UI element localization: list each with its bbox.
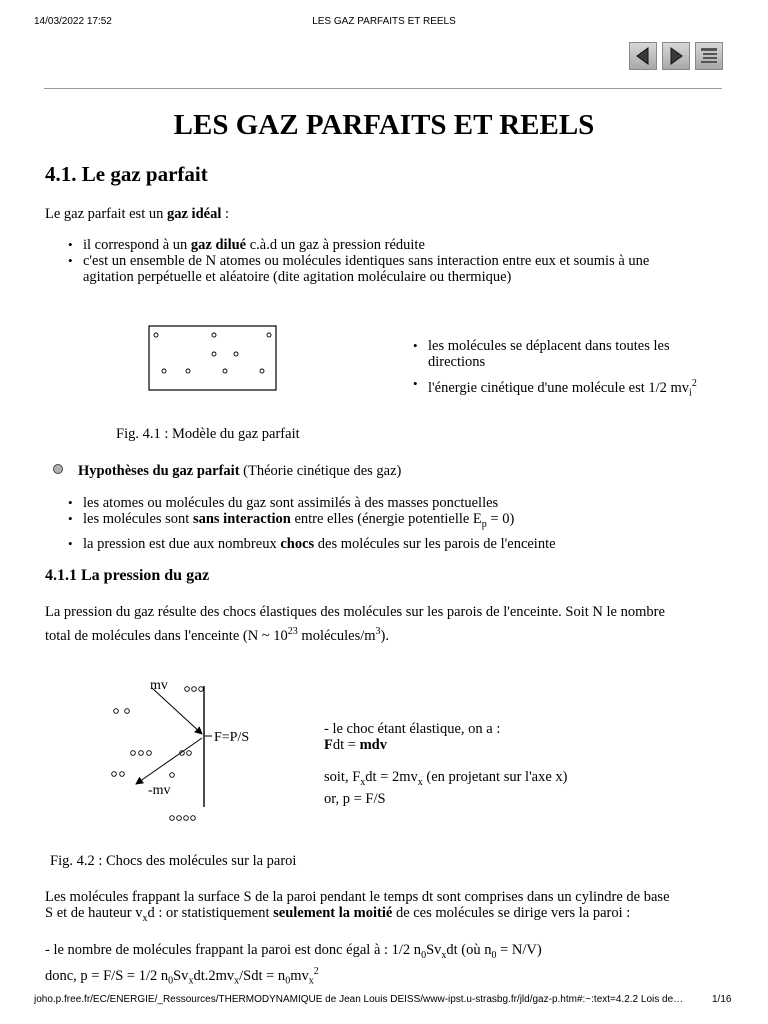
figure-4-1-caption: Fig. 4.1 : Modèle du gaz parfait <box>116 426 300 442</box>
ideal-gas-model-figure <box>148 325 278 392</box>
mv-label: mv <box>150 678 168 693</box>
hypotheses-list <box>83 495 723 552</box>
outgoing-arrow <box>136 738 202 784</box>
gas-definition-list <box>83 237 723 285</box>
molecules <box>112 687 204 821</box>
molecule-collision-figure <box>100 672 280 832</box>
section-heading-4-1: 4.1. Le gaz parfait <box>45 162 208 186</box>
molecule-count-line: - le nombre de molécules frappant la paroi est donc égal à : 1/2 $n_0Sv_xdt$ (où $n_0 = N/V$) <box>45 942 542 961</box>
list-item: • les molécules se déplacent dans toutes les directions <box>428 338 728 370</box>
page-title: LES GAZ PARFAITS ET REELS <box>173 109 595 141</box>
intro-paragraph: Le gaz parfait est un gaz idéal : <box>45 206 230 222</box>
print-page-number: 1/16 <box>712 994 732 1005</box>
elastic-collision-text: - le choc étant élastique, on a : Fdt = mdv soit, $F_xdt = 2mv_x$ (en projetant sur l'axe x) or, p = F/S <box>324 721 568 807</box>
section-heading-4-1-1: 4.1.1 La pression du gaz <box>45 567 210 584</box>
next-page-button[interactable] <box>662 42 690 70</box>
round-bullet-icon <box>52 463 64 475</box>
arrow-right-icon <box>663 43 689 69</box>
cylinder-paragraph: Les molécules frappant la surface S de la paroi pendant le temps dt sont comprises dans un cylindre de base S et de hauteur $v_xd$ : or statistiquement seulement la moitié de ces molécules se dirige vers la paroi : <box>45 889 670 924</box>
list-item: • l'énergie cinétique d'une molécule est 1/2 $mv_i^2$ <box>428 376 728 402</box>
print-footer-url: joho.p.free.fr/EC/ENERGIE/_Ressources/THERMODYNAMIQUE de Jean Louis DEISS/www-ipst.u-strasbg.fr/jld/gaz-p.htm#:~:text=4.2.2 Lois de… <box>34 994 684 1005</box>
hypotheses-title: Hypothèses du gaz parfait (Théorie cinétique des gaz) <box>78 463 402 479</box>
pressure-formula-line: donc, p = F/S = 1/2 $n_0Sv_xdt.2mv_x$/Sdt = $n_0mv_x^2$ <box>45 966 319 987</box>
list-item: • c'est un ensemble de N atomes ou molécules identiques sans interaction entre eux et soumis à une agitation perpétuelle et aléatoire (dite agitation moléculaire ou thermique) <box>83 253 723 285</box>
list-item: • la pression est due aux nombreux chocs des molécules sur les parois de l'enceinte <box>83 536 723 552</box>
table-of-contents-icon <box>696 43 722 69</box>
print-title: LES GAZ PARFAITS ET REELS <box>312 16 456 27</box>
pressure-paragraph: La pression du gaz résulte des chocs élastiques des molécules sur les parois de l'enceinte. Soit N le nombre total de molécules dans l'enceinte (N ~ $10^{23}$ molécules/$m^3$). <box>45 604 665 644</box>
prev-page-button[interactable] <box>629 42 657 70</box>
print-datetime: 14/03/2022 17:52 <box>34 16 112 27</box>
neg-mv-label: -mv <box>148 783 171 798</box>
incoming-arrow <box>152 688 202 734</box>
list-item: • les molécules sont sans interaction entre elles (énergie potentielle $E_p = 0$) <box>83 511 723 533</box>
arrow-left-icon <box>630 43 656 69</box>
molecule-properties-list <box>428 338 728 402</box>
list-item: • les atomes ou molécules du gaz sont assimilés à des masses ponctuelles <box>83 495 723 511</box>
toc-button[interactable] <box>695 42 723 70</box>
header-rule <box>44 88 722 89</box>
figure-4-2-caption: Fig. 4.2 : Chocs des molécules sur la paroi <box>50 853 297 869</box>
list-item: • il correspond à un gaz dilué c.à.d un gaz à pression réduite <box>83 237 723 253</box>
force-label: F=P/S <box>214 730 250 745</box>
